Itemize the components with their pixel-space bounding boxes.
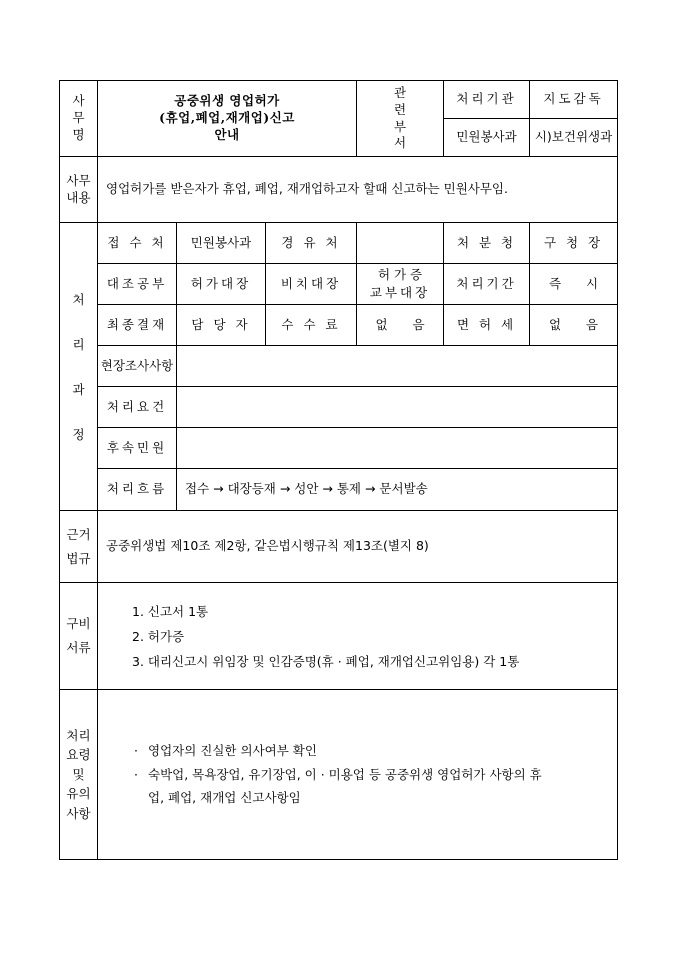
legal-basis-label: 근거 법규 bbox=[60, 511, 98, 583]
list-item: · 영업자의 진실한 의사여부 확인 bbox=[134, 739, 617, 763]
processing-agency-header: 처리기관 bbox=[444, 81, 530, 119]
content-text: 영업허가를 받은자가 휴업, 폐업, 재개업하고자 할때 신고하는 민원사무임. bbox=[98, 157, 618, 223]
via-office-value bbox=[357, 223, 444, 264]
flow-label: 처리흐름 bbox=[98, 469, 177, 511]
processing-period-value: 즉 시 bbox=[530, 264, 618, 305]
list-item-continuation: 업, 폐업, 재개업 신고사항임 bbox=[148, 790, 301, 806]
processing-agency-value: 민원봉사과 bbox=[444, 119, 530, 157]
receipt-office-label: 접 수 처 bbox=[98, 223, 177, 264]
follow-up-label: 후속민원 bbox=[98, 428, 177, 469]
site-inspection-label: 현장조사사항 bbox=[98, 346, 177, 387]
legal-basis-text: 공중위생법 제10조 제2항, 같은법시행규칙 제13조(별지 8) bbox=[98, 511, 618, 583]
list-item: 2. 허가증 bbox=[132, 628, 185, 644]
kept-book-label: 비치대장 bbox=[266, 264, 357, 305]
person-in-charge-label: 담 당 자 bbox=[177, 305, 266, 346]
required-docs-list bbox=[98, 583, 618, 690]
permit-notice-form bbox=[59, 80, 618, 860]
license-tax-value: 없 음 bbox=[530, 305, 618, 346]
list-item: 3. 대리신고시 위임장 및 인감증명(휴 · 폐업, 재개업신고위임용) 각 1통 bbox=[132, 653, 520, 669]
kept-book-value: 허 가 증 교부대장 bbox=[357, 264, 444, 305]
reference-book-value: 허가대장 bbox=[177, 264, 266, 305]
site-inspection-value bbox=[177, 346, 618, 387]
fee-value: 없 음 bbox=[357, 305, 444, 346]
reference-book-label: 대조공부 bbox=[98, 264, 177, 305]
supervision-value: 시)보건위생과 bbox=[530, 119, 618, 157]
via-office-label: 경 유 처 bbox=[266, 223, 357, 264]
disposition-value: 구 청 장 bbox=[530, 223, 618, 264]
fee-label: 수 수 료 bbox=[266, 305, 357, 346]
page-title: 공중위생 영업허가 (휴업,폐업,재개업)신고 안내 bbox=[98, 81, 357, 157]
follow-up-value bbox=[177, 428, 618, 469]
required-docs-label: 구비 서류 bbox=[60, 583, 98, 690]
requirements-label: 처리요건 bbox=[98, 387, 177, 428]
list-item: 1. 신고서 1통 bbox=[132, 603, 209, 619]
list-item: · 숙박업, 목욕장업, 유기장업, 이 · 미용업 등 공중위생 영업허가 사항의 휴 bbox=[134, 763, 617, 787]
flow-value: 접수 → 대장등재 → 성안 → 통제 → 문서발송 bbox=[177, 469, 618, 511]
receipt-office-value: 민원봉사과 bbox=[177, 223, 266, 264]
supervision-header: 지도감독 bbox=[530, 81, 618, 119]
process-label: 처 리 과 정 bbox=[60, 223, 98, 511]
related-dept-label: 관 련 부 서 bbox=[357, 81, 444, 157]
notes-label: 처리 요령 및 유의 사항 bbox=[60, 690, 98, 860]
content-label: 사무 내용 bbox=[60, 157, 98, 223]
requirements-value bbox=[177, 387, 618, 428]
final-approval-label: 최종결재 bbox=[98, 305, 177, 346]
license-tax-label: 면 허 세 bbox=[444, 305, 530, 346]
notes-list bbox=[98, 690, 618, 860]
disposition-label: 처 분 청 bbox=[444, 223, 530, 264]
processing-period-label: 처리기간 bbox=[444, 264, 530, 305]
affair-name-label: 사 무 명 bbox=[60, 81, 98, 157]
